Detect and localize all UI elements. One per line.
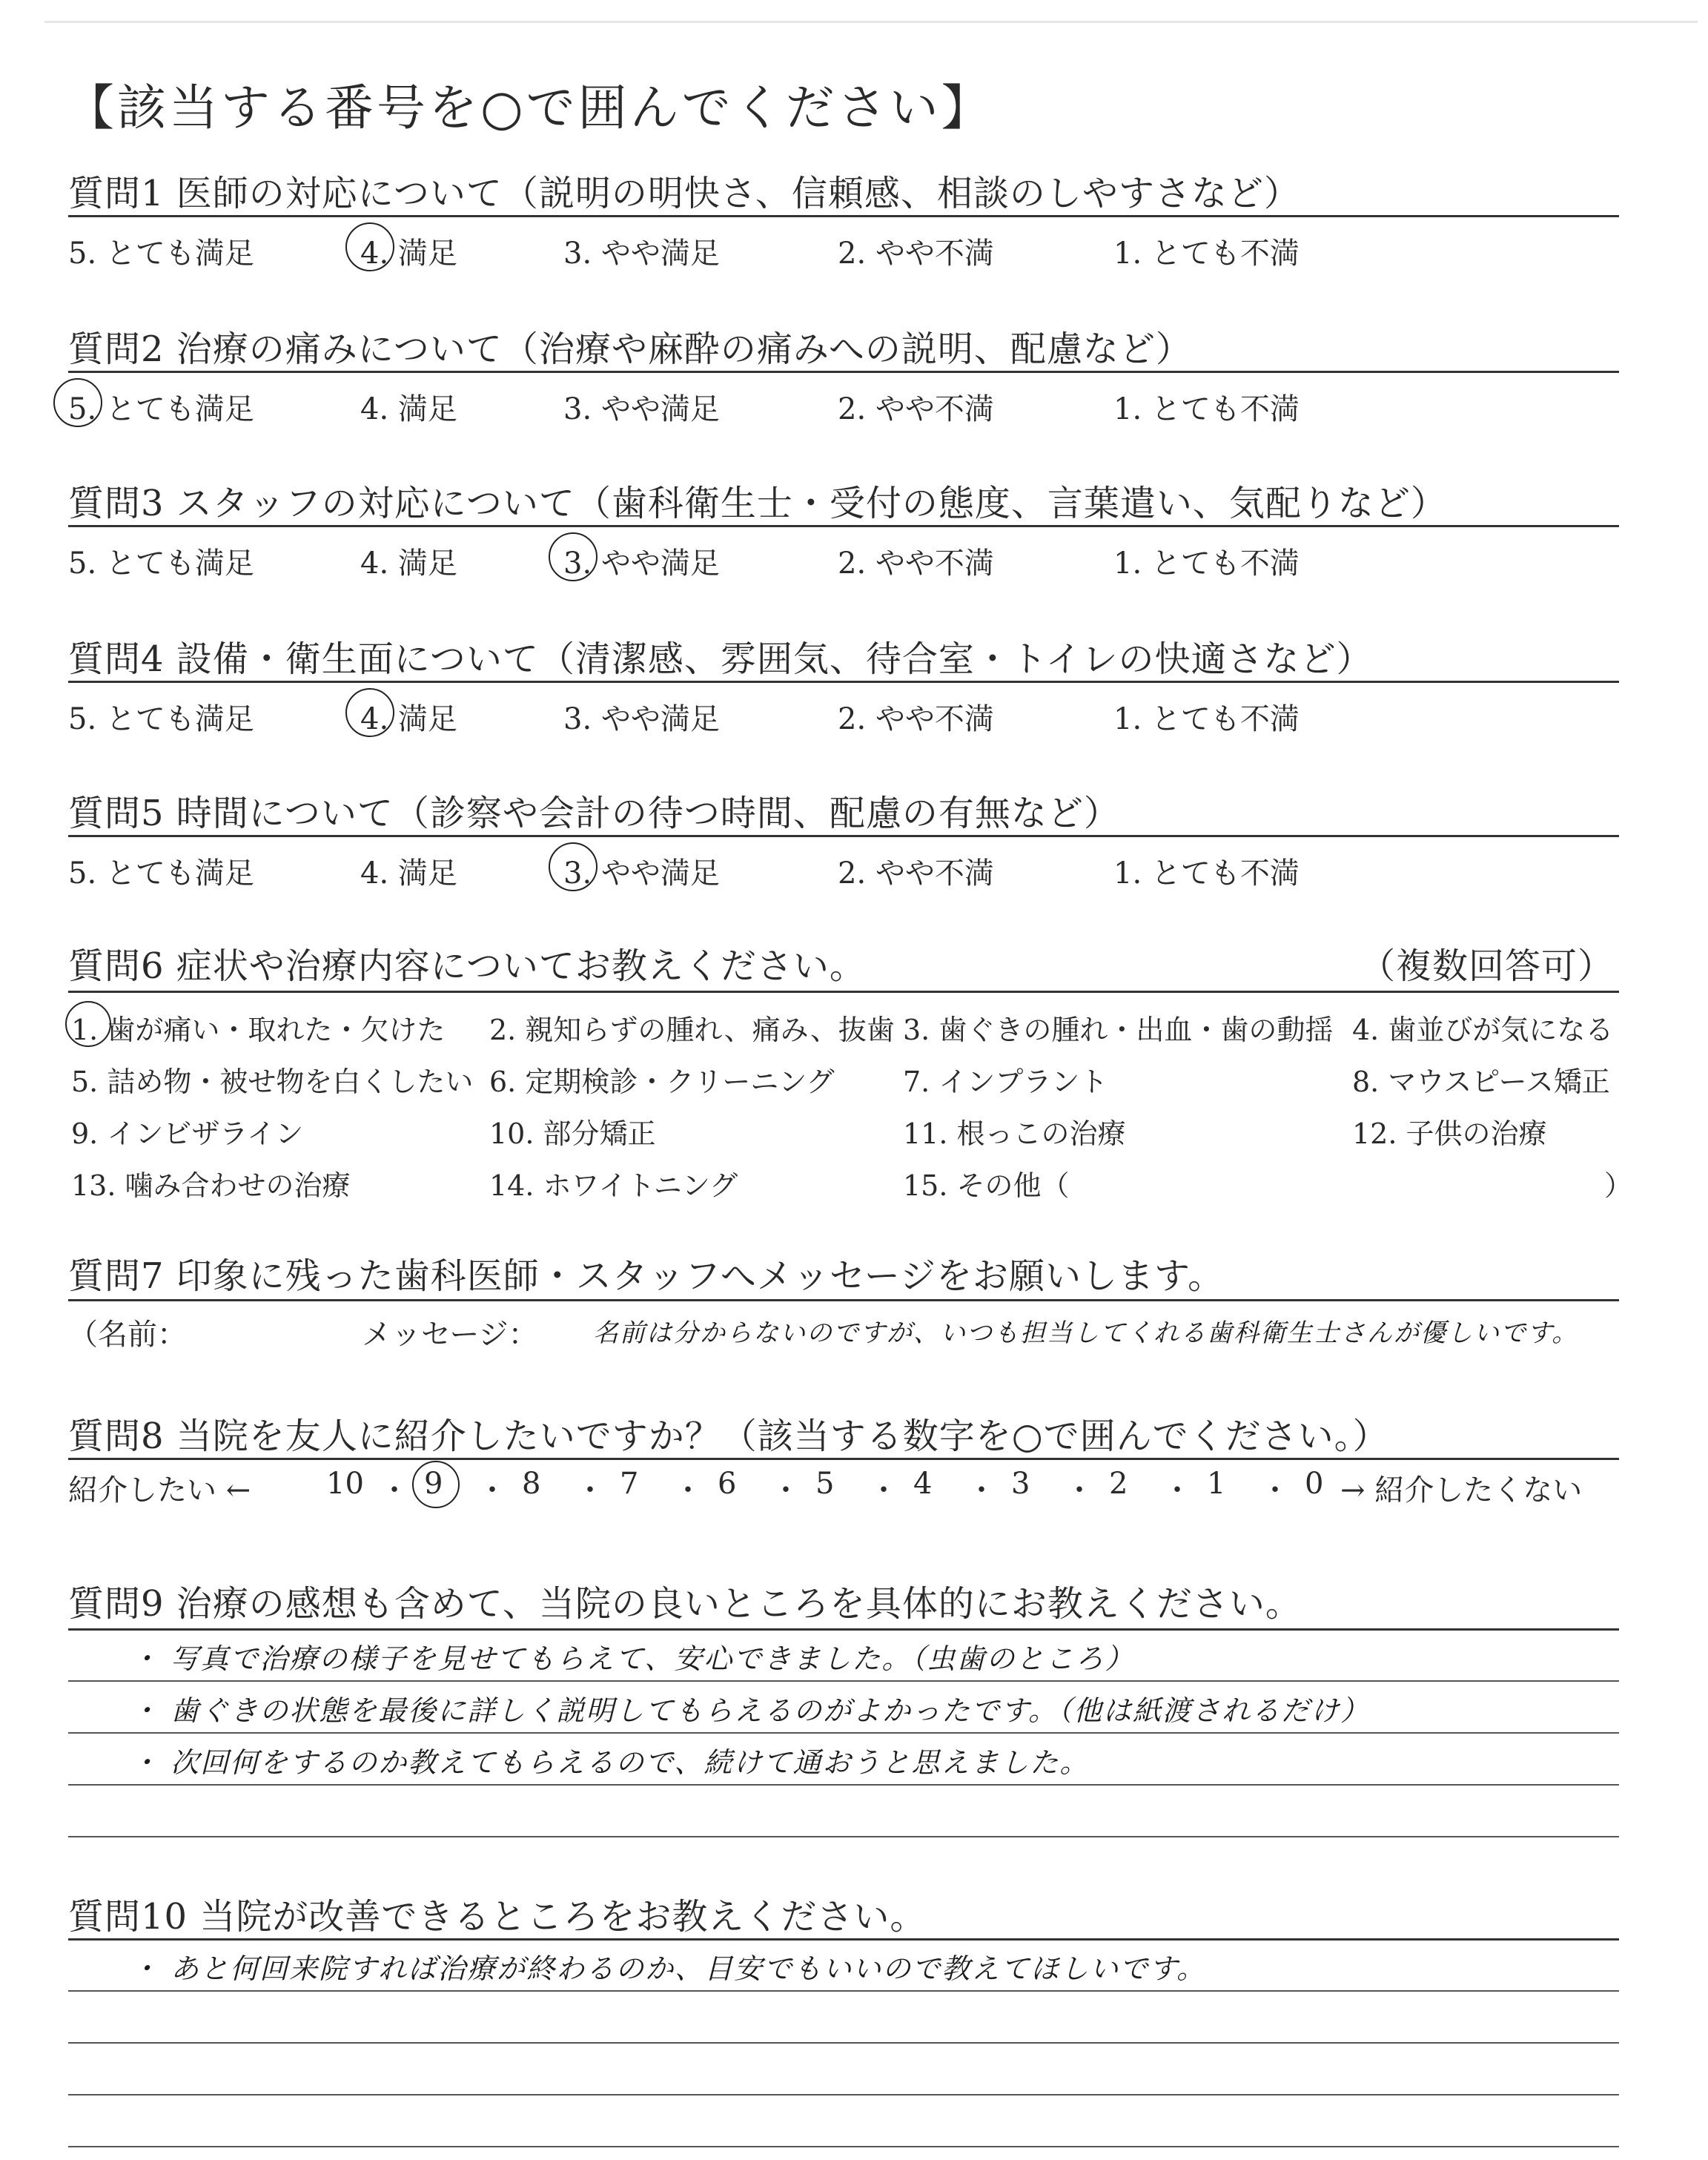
q6-item-12[interactable]: 12. 子供の治療 (1352, 1117, 1547, 1150)
q3-rule (68, 525, 1619, 527)
q6-item-14[interactable]: 14. ホワイトニング (489, 1169, 738, 1202)
q8-separator-dot: ・ (869, 1473, 898, 1507)
q8-scale-0[interactable]: 0 (1305, 1467, 1324, 1501)
q6-item-8[interactable]: 8. マウスピース矯正 (1352, 1066, 1610, 1098)
q9-line-2: ・ 歯ぐきの状態を最後に詳しく説明してもらえるのがよかったです。（他は紙渡されるだけ） (130, 1694, 1371, 1727)
q10-ruled-line (68, 2146, 1619, 2147)
q6-item-9[interactable]: 9. インビザライン (71, 1117, 304, 1150)
q9-rule (68, 1628, 1619, 1631)
q10-ruled-line (68, 1990, 1619, 1992)
q6-item-3[interactable]: 3. 歯ぐきの腫れ・出血・歯の動揺 (903, 1014, 1334, 1046)
q5-option-2[interactable]: 2. やや不満 (838, 856, 994, 891)
q2-heading: 質問2 治療の痛みについて（治療や麻酔の痛みへの説明、配慮など） (68, 328, 1192, 370)
q9-line-3: ・ 次回何をするのか教えてもらえるので、続けて通おうと思えました。 (130, 1746, 1090, 1779)
q8-scale-2[interactable]: 2 (1109, 1467, 1128, 1501)
q6-other-close: ） (1604, 1169, 1633, 1202)
q6-selected-circle (65, 1001, 111, 1047)
q3-option-1[interactable]: 1. とても不満 (1113, 546, 1300, 581)
q8-scale-7[interactable]: 7 (620, 1467, 639, 1501)
q7-heading: 質問7 印象に残った歯科医師・スタッフへメッセージをお願いします。 (68, 1255, 1225, 1297)
q1-option-2[interactable]: 2. やや不満 (838, 237, 994, 271)
q4-selected-circle (345, 688, 394, 737)
q9-ruled-line (68, 1680, 1619, 1682)
q1-option-3[interactable]: 3. やや満足 (563, 237, 720, 271)
q10-rule (68, 1938, 1619, 1941)
q3-heading: 質問3 スタッフの対応について（歯科衛生士・受付の態度、言葉遣い、気配りなど） (68, 483, 1447, 524)
q1-option-1[interactable]: 1. とても不満 (1113, 237, 1300, 271)
q1-rule (68, 215, 1619, 217)
q8-left-label: 紹介したい ← (68, 1473, 251, 1507)
q4-option-4[interactable]: 4. 満足 (360, 702, 457, 736)
q10-ruled-line (68, 2042, 1619, 2044)
q2-option-2[interactable]: 2. やや不満 (838, 392, 994, 426)
q8-separator-dot: ・ (1162, 1473, 1192, 1507)
q8-rule (68, 1458, 1619, 1460)
q7-message: 名前は分からないのですが、いつも担当してくれる歯科衛生士さんが優しいです。 (593, 1318, 1579, 1348)
q3-option-5[interactable]: 5. とても満足 (68, 546, 254, 581)
q2-option-3[interactable]: 3. やや満足 (563, 392, 720, 426)
q4-heading: 質問4 設備・衛生面について（清潔感、雰囲気、待合室・トイレの快適さなど） (68, 638, 1373, 680)
q2-option-1[interactable]: 1. とても不満 (1113, 392, 1300, 426)
q3-option-4[interactable]: 4. 満足 (360, 546, 457, 581)
q3-option-3[interactable]: 3. やや満足 (563, 546, 720, 581)
q1-option-5[interactable]: 5. とても満足 (68, 237, 254, 271)
q10-ruled-line (68, 2094, 1619, 2095)
q5-option-3[interactable]: 3. やや満足 (563, 856, 720, 891)
q3-selected-circle (549, 532, 598, 581)
q6-item-6[interactable]: 6. 定期検診・クリーニング (489, 1066, 835, 1098)
q6-item-11[interactable]: 11. 根っこの治療 (903, 1117, 1126, 1150)
q7-message-label: メッセージ： (362, 1318, 538, 1352)
q2-option-5[interactable]: 5. とても満足 (68, 392, 254, 426)
q8-separator-dot: ・ (1065, 1473, 1094, 1507)
q6-item-13[interactable]: 13. 噛み合わせの治療 (71, 1169, 351, 1202)
q7-rule (68, 1299, 1619, 1301)
q8-separator-dot: ・ (380, 1473, 409, 1507)
q9-line-1: ・ 写真で治療の様子を見せてもらえて、安心できました。（虫歯のところ） (130, 1642, 1135, 1675)
q8-selected-circle (412, 1461, 460, 1508)
q8-separator-dot: ・ (1260, 1473, 1290, 1507)
q4-option-3[interactable]: 3. やや満足 (563, 702, 720, 736)
q6-item-2[interactable]: 2. 親知らずの腫れ、痛み、抜歯 (489, 1014, 895, 1046)
q5-heading: 質問5 時間について（診察や会計の待つ時間、配慮の有無など） (68, 793, 1120, 834)
q6-item-7[interactable]: 7. インプラント (903, 1066, 1108, 1098)
q8-scale-4[interactable]: 4 (913, 1467, 933, 1501)
q8-separator-dot: ・ (771, 1473, 801, 1507)
q10-heading: 質問10 当院が改善できるところをお教えください。 (68, 1896, 927, 1938)
q8-right-label: → 紹介したくない (1340, 1473, 1583, 1507)
q4-option-2[interactable]: 2. やや不満 (838, 702, 994, 736)
q8-separator-dot: ・ (477, 1473, 507, 1507)
page-title: 【該当する番号を○で囲んでください】 (65, 79, 993, 136)
q9-ruled-line (68, 1732, 1619, 1734)
q8-scale-8[interactable]: 8 (522, 1467, 541, 1501)
q6-rule (68, 991, 1619, 993)
q8-separator-dot: ・ (575, 1473, 605, 1507)
q2-rule (68, 371, 1619, 373)
q1-selected-circle (345, 222, 394, 271)
q8-scale-9[interactable]: 9 (424, 1467, 443, 1501)
q5-option-5[interactable]: 5. とても満足 (68, 856, 254, 891)
q5-option-4[interactable]: 4. 満足 (360, 856, 457, 891)
q4-rule (68, 681, 1619, 683)
q8-separator-dot: ・ (967, 1473, 996, 1507)
q6-note: （複数回答可） (1360, 945, 1615, 987)
q4-option-1[interactable]: 1. とても不満 (1113, 702, 1300, 736)
q8-separator-dot: ・ (673, 1473, 703, 1507)
q8-scale-1[interactable]: 1 (1207, 1467, 1226, 1501)
q2-option-4[interactable]: 4. 満足 (360, 392, 457, 426)
q5-rule (68, 835, 1619, 837)
q9-ruled-line (68, 1784, 1619, 1786)
top-edge (44, 21, 1698, 23)
q4-option-5[interactable]: 5. とても満足 (68, 702, 254, 736)
q8-scale-10[interactable]: 10 (326, 1467, 364, 1501)
q6-heading: 質問6 症状や治療内容についてお教えください。 (68, 945, 866, 987)
q9-ruled-line (68, 1836, 1619, 1837)
q3-option-2[interactable]: 2. やや不満 (838, 546, 994, 581)
q6-item-10[interactable]: 10. 部分矯正 (489, 1117, 656, 1150)
q8-scale-5[interactable]: 5 (815, 1467, 835, 1501)
q8-scale-6[interactable]: 6 (718, 1467, 737, 1501)
q8-scale-3[interactable]: 3 (1011, 1467, 1030, 1501)
q9-heading: 質問9 治療の感想も含めて、当院の良いところを具体的にお教えください。 (68, 1583, 1302, 1625)
q7-name-label: （名前： (68, 1318, 187, 1352)
q6-item-1[interactable]: 1. 歯が痛い・取れた・欠けた (71, 1014, 446, 1046)
q5-selected-circle (549, 842, 598, 891)
q6-item-15[interactable]: 15. その他（ (903, 1169, 1070, 1202)
q10-line-1: ・ あと何回来院すれば治療が終わるのか、目安でもいいので教えてほしいです。 (130, 1952, 1207, 1985)
q5-option-1[interactable]: 1. とても不満 (1113, 856, 1300, 891)
q2-selected-circle (53, 378, 102, 427)
q6-item-5[interactable]: 5. 詰め物・被せ物を白くしたい (71, 1066, 474, 1098)
q1-option-4[interactable]: 4. 満足 (360, 237, 457, 271)
q1-heading: 質問1 医師の対応について（説明の明快さ、信頼感、相談のしやすさなど） (68, 173, 1300, 214)
q8-heading: 質問8 当院を友人に紹介したいですか？（該当する数字を○で囲んでください。） (68, 1416, 1389, 1457)
q6-item-4[interactable]: 4. 歯並びが気になる (1352, 1014, 1614, 1046)
